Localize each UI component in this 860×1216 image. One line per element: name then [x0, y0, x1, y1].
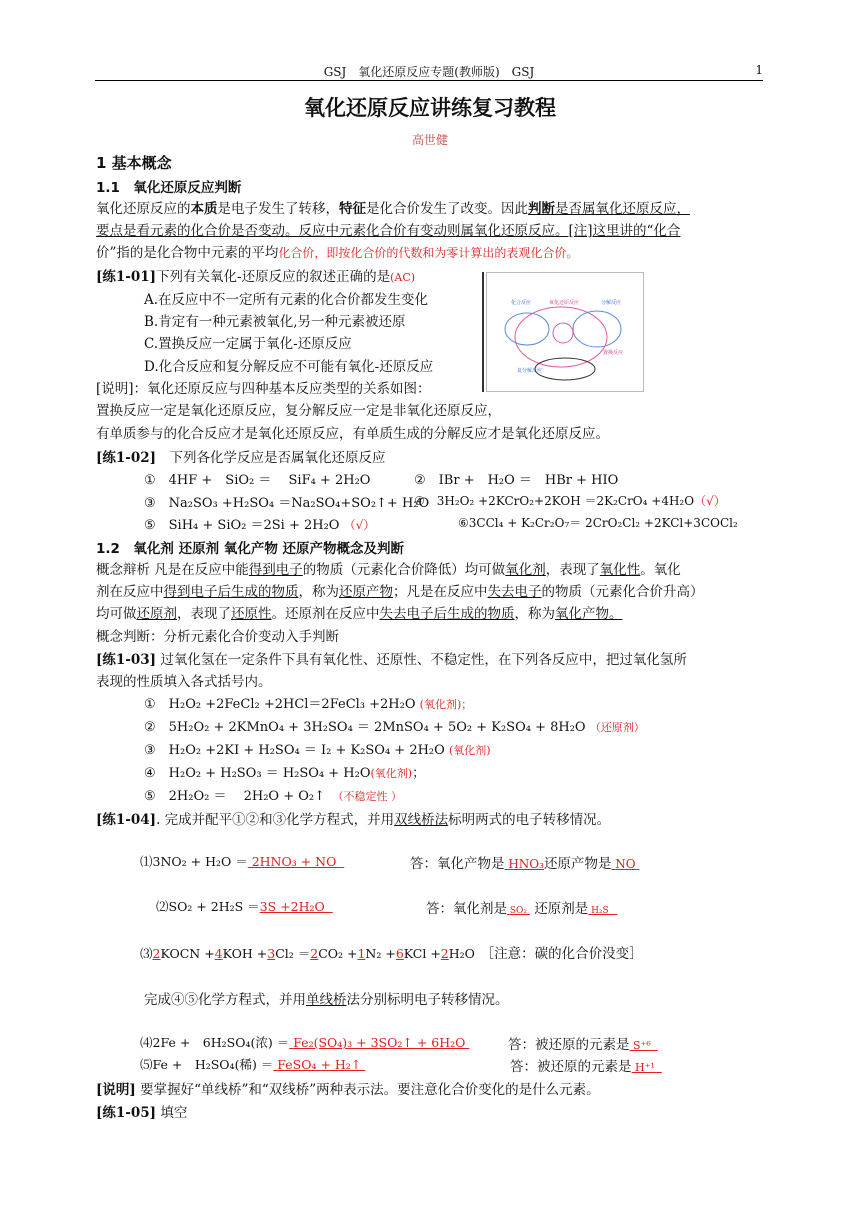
h2o2-reaction-5: ⑤ 2H₂O₂ ＝ 2H₂O + O₂↑ （不稳定性 ）	[144, 789, 403, 804]
fig-label-redox: 氧化还原反应	[549, 300, 580, 306]
exercise-1-04: [练1-04]. 完成并配平①②和③化学方程式，并用双线桥法标明两式的电子转移情况。	[96, 812, 611, 828]
h2o2-reaction-1: ① H₂O₂ +2FeCl₂ +2HCl＝2FeCl₃ +2H₂O (氧化剂)；	[144, 697, 473, 712]
equation-4: ⑷2Fe + 6H₂SO₄(浓) ＝ Fe₂(SO₄)₃ + 3SO₂↑ + 6H₂O	[140, 1035, 466, 1050]
reaction-3: ③ Na₂SO₃ +H₂SO₄ ＝Na₂SO₄+SO₂↑+ H₂O	[144, 496, 430, 511]
h2o2-reaction-4: ④ H₂O₂ + H₂SO₃ ＝ H₂SO₄ + H₂O(氧化剂)；	[144, 766, 426, 781]
doc-title: 氧化还原反应讲练复习教程	[304, 96, 556, 120]
equation-2: ⑵SO₂ + 2H₂S ＝3S +2H₂O	[156, 899, 325, 914]
section-1-heading: 1 基本概念	[96, 154, 172, 172]
para-essence: 氧化还原反应的本质是电子发生了转移，特征是化合价发生了改变。因此判断是否属氧化还原反应，	[96, 201, 690, 217]
fig-label-displacement: 置换反应	[603, 350, 624, 356]
concept-line-2: 剂在反应中得到电子后生成的物质，称为还原产物；凡是在反应中失去电子的物质（元素化合价升高）	[96, 584, 704, 600]
option-b: B.肯定有一种元素被氧化,另一种元素被还原	[144, 314, 406, 330]
note-1-01-line1: 置换反应一定是氧化还原反应，复分解反应一定是非氧化还原反应，	[96, 403, 501, 419]
section-1-1-heading: 1.1 氧化还原反应判断	[96, 180, 242, 196]
page-header	[95, 63, 763, 81]
reaction-5: ⑤ SiH₄ + SiO₂ ＝2Si + 2H₂O （√）	[144, 518, 376, 533]
exercise-1-01: [练1-01]下列有关氧化-还原反应的叙述正确的是(AC)	[96, 269, 416, 285]
note-1-01-line2: 有单质参与的化合反应才是氧化还原反应，有单质生成的分解反应才是氧化还原反应。	[96, 426, 609, 442]
fig-label-decomposition: 分解反应	[601, 300, 622, 306]
equation-5-answer: 答：被还原的元素是 H⁺¹	[510, 1059, 655, 1075]
equation-5: ⑸Fe + H₂SO₄(稀) ＝ FeSO₄ + H₂↑	[140, 1057, 362, 1072]
reaction-types-figure	[486, 272, 644, 392]
section-1-2-heading: 1.2 氧化剂 还原剂 氧化产物 还原产物概念及判断	[96, 541, 405, 557]
concept-line-3: 均可做还原剂，表现了还原性。还原剂在反应中失去电子后生成的物质，称为氧化产物。	[96, 606, 623, 622]
exercise-1-03-line2: 表现的性质填入各式括号内。	[96, 674, 272, 690]
exercise-1-05: [练1-05] 填空	[96, 1105, 188, 1121]
option-d: D.化合反应和复分解反应不可能有氧化-还原反应	[144, 359, 434, 375]
reaction-1: ① 4HF + SiO₂ ＝ SiF₄ + 2H₂O	[144, 473, 371, 488]
fig-label-double-displacement: 复分解反应	[517, 368, 543, 374]
venn-diagram	[487, 273, 643, 391]
option-a: A.在反应中不一定所有元素的化合价都发生变化	[144, 292, 429, 308]
reaction-6: ⑥3CCl₄ + K₂Cr₂O₇＝ 2CrO₂Cl₂ +2KCl+3COCl₂	[458, 516, 738, 530]
equation-1: ⑴3NO₂ + H₂O ＝ 2HNO₃ + NO	[140, 854, 337, 869]
exercise-1-03: [练1-03] 过氧化氢在一定条件下具有氧化性、还原性、不稳定性，在下列各反应中，把过氧化氢所	[96, 652, 687, 668]
fig-label-combination: 化合反应	[511, 300, 532, 306]
note-1-01: [说明]：氧化还原反应与四种基本反应类型的关系如图：	[96, 381, 431, 397]
h2o2-reaction-3: ③ H₂O₂ +2KI + H₂SO₄ ＝ I₂ + K₂SO₄ + 2H₂O (氧化剂)	[144, 743, 491, 758]
page-number: 1	[755, 63, 763, 77]
header-text: GSJ 氧化还原反应专题(教师版) GSJ	[323, 65, 535, 79]
equation-4-answer: 答：被还原的元素是 S⁺⁶	[508, 1037, 651, 1053]
option-c: C.置换反应一定属于氧化-还原反应	[144, 336, 352, 352]
equation-2-answer: 答：氧化剂是 SO₂ 还原剂是 H₂S	[426, 901, 609, 917]
equation-3: ⑶2KOCN +4KOH +3Cl₂ ＝2CO₂ +1N₂ +6KCl +2H₂O ［注意：碳的化合价没变］	[140, 946, 643, 962]
h2o2-reaction-2: ② 5H₂O₂ + 2KMnO₄ + 3H₂SO₄ ＝ 2MnSO₄ + 5O₂ + K₂SO₄ + 8H₂O （还原剂）	[144, 720, 645, 735]
reaction-2: ② IBr + H₂O ＝ HBr + HIO	[414, 473, 619, 488]
note-bridges: [说明] 要掌握好“单线桥”和“双线桥”两种表示法。要注意化合价变化的是什么元素。	[96, 1082, 600, 1098]
exercise-1-02: [练1-02] 下列各化学反应是否属氧化还原反应	[96, 450, 386, 466]
figure-border	[482, 272, 484, 392]
concept-judge: 概念判断：分析元素化合价变动入手判断	[96, 629, 339, 645]
single-bridge-instruction: 完成④⑤化学方程式，并用单线桥法分别标明电子转移情况。	[144, 992, 509, 1008]
reaction-4: ④ 3H₂O₂ +2KCrO₂+2KOH ＝2K₂CrO₄ +4H₂O（√）	[414, 494, 726, 508]
author: 高世健	[411, 133, 448, 147]
para-valence: 价”指的是化合物中元素的平均化合价，即按化合价的代数和为零计算出的表观化合价。	[96, 245, 579, 261]
para-judge: 要点是看元素的化合价是否变动。反应中元素化合价有变动则属氧化还原反应。[注]这里讲的“化合	[96, 223, 681, 239]
equation-1-answer: 答：氧化产物是 HNO₃还原产物是 NO	[410, 856, 636, 872]
concept-line-1: 概念辩析 凡是在反应中能得到电子的物质（元素化合价降低）均可做氧化剂，表现了氧化性。氧化	[96, 562, 681, 578]
